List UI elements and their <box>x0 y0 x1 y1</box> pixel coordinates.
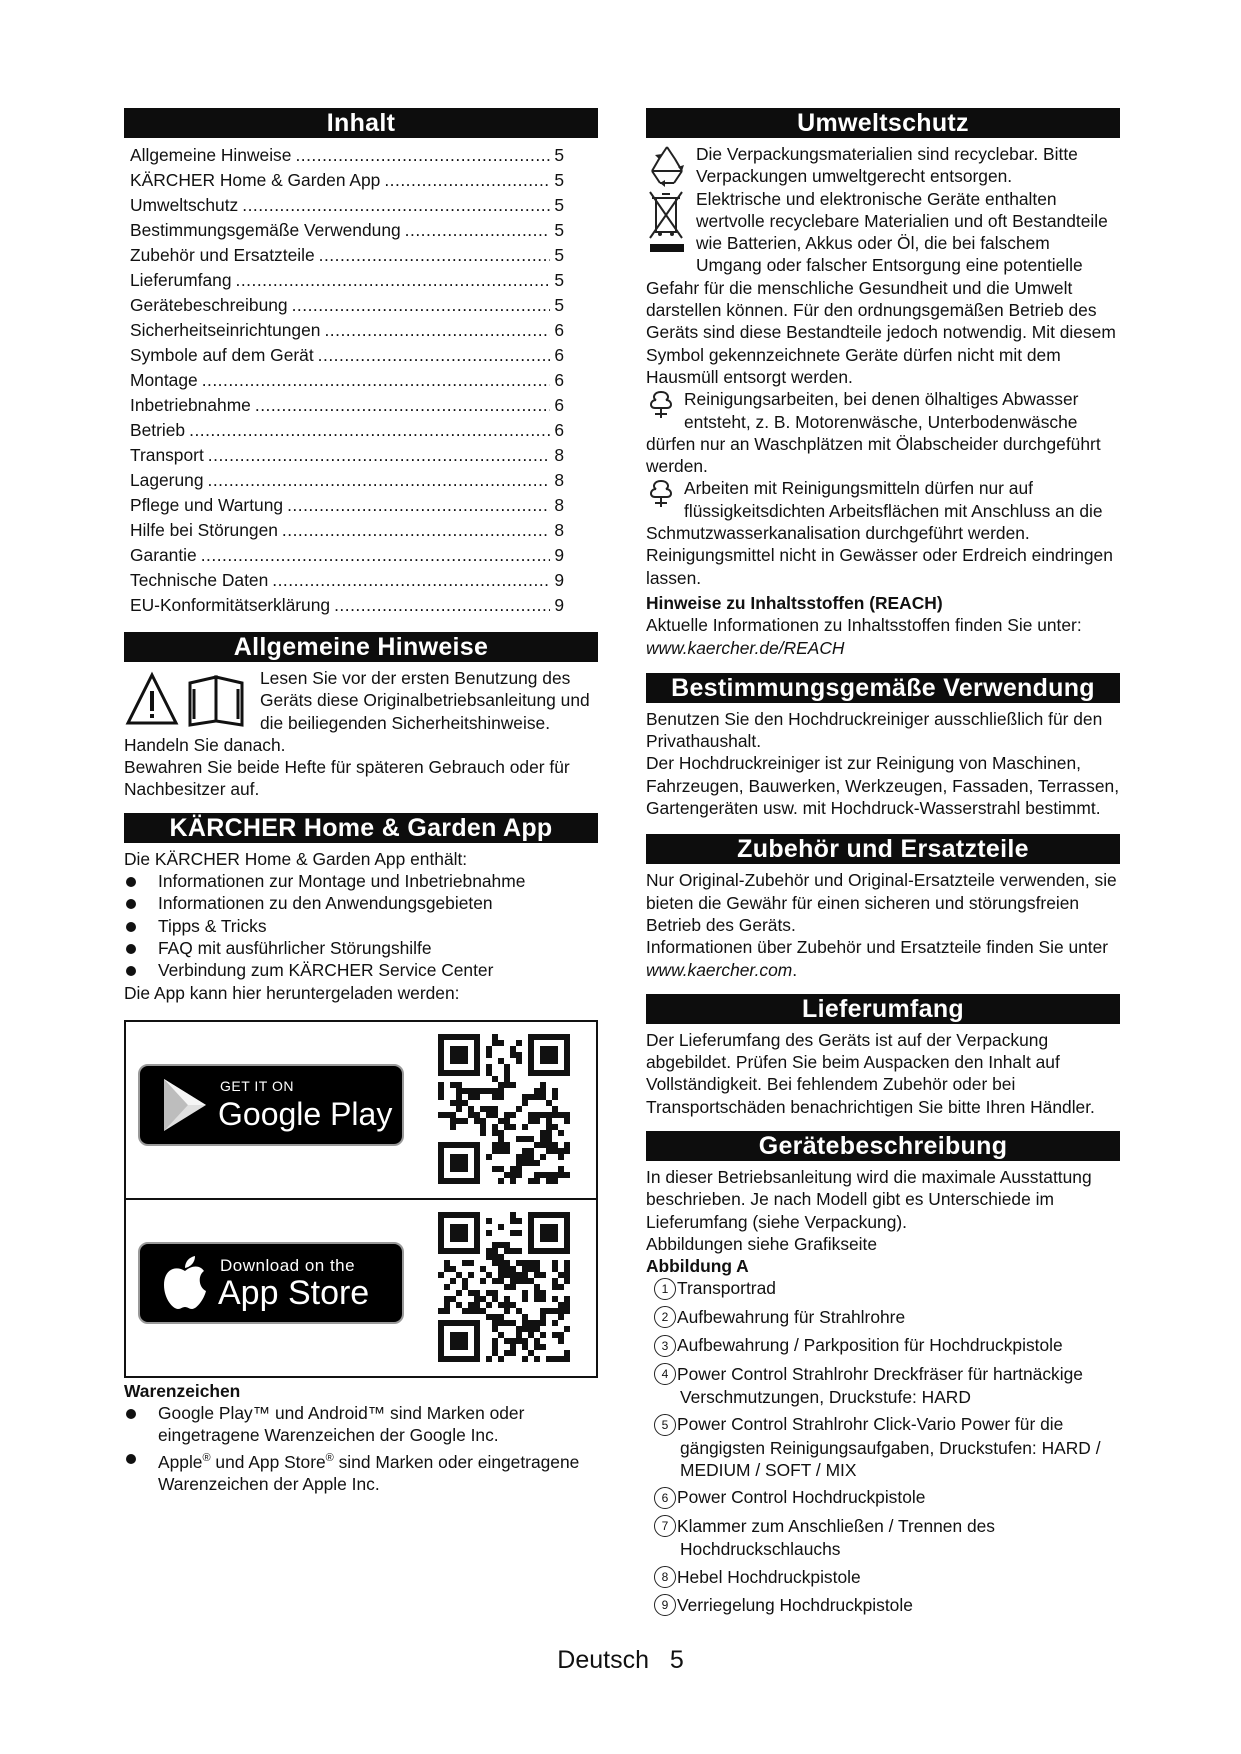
toc-entry[interactable] <box>124 443 598 468</box>
toc-entry-page: 8 <box>554 470 564 490</box>
toc-entry[interactable] <box>124 193 598 218</box>
reach-title: Hinweise zu Inhaltsstoffen (REACH) <box>646 592 943 613</box>
toc-entry-page: 5 <box>554 220 564 240</box>
table-of-contents <box>124 143 598 618</box>
toc-leader-dots <box>282 518 550 543</box>
toc-entry-label: KÄRCHER Home & Garden App <box>130 170 381 190</box>
toc-entry[interactable] <box>124 168 598 193</box>
toc-entry-page: 5 <box>554 270 564 290</box>
toc-leader-dots <box>287 493 550 518</box>
toc-leader-dots <box>201 543 551 568</box>
toc-entry-page: 5 <box>554 295 564 315</box>
toc-leader-dots <box>202 368 551 393</box>
app-store-badge[interactable] <box>138 1242 404 1324</box>
list-item: Verbindung zum KÄRCHER Service Center <box>124 959 598 981</box>
toc-entry[interactable] <box>124 143 598 168</box>
google-play-big-text: Google Play <box>218 1095 393 1132</box>
toc-entry-page: 5 <box>554 195 564 215</box>
toc-entry-label: Garantie <box>130 545 197 565</box>
zubehoer-paragraph-2: Informationen über Zubehör und Ersatzteile finden Sie unter www.kaercher.com. <box>646 937 1109 980</box>
toc-entry-page: 6 <box>554 345 564 365</box>
toc-entry-label: Zubehör und Ersatzteile <box>130 245 315 265</box>
toc-leader-dots <box>292 293 551 318</box>
toc-entry-label: Betrieb <box>130 420 186 440</box>
bestimmung-paragraph-1: Benutzen Sie den Hochdruckreiniger ausschließlich für den Privathaushalt. <box>646 708 1103 752</box>
toc-entry-page: 5 <box>554 245 564 265</box>
toc-entry[interactable] <box>124 243 598 268</box>
toc-leader-dots <box>295 143 550 168</box>
toc-entry-label: Bestimmungsgemäße Verwendung <box>130 220 401 240</box>
toc-leader-dots <box>208 468 551 493</box>
part-item <box>646 1515 1120 1561</box>
toc-entry-label: Gerätebeschreibung <box>130 295 288 315</box>
app-store-cell <box>126 1198 596 1376</box>
toc-entry-label: Pflege und Wartung <box>130 495 284 515</box>
toc-entry-page: 9 <box>554 545 564 565</box>
part-text: Power Control Strahlrohr Dreckfräser für hartnäckige Verschmutzungen, Druckstufe: HARD <box>677 1363 1083 1408</box>
toc-leader-dots <box>319 243 551 268</box>
toc-entry-label: Lieferumfang <box>130 270 232 290</box>
toc-leader-dots <box>405 218 551 243</box>
toc-entry[interactable] <box>124 318 598 343</box>
app-download-box <box>124 1020 598 1378</box>
qr-code-google-play <box>438 1034 574 1184</box>
part-text: Aufbewahrung / Parkposition für Hochdruckpistole <box>677 1335 1063 1356</box>
section-heading-geraetebeschreibung: Gerätebeschreibung <box>646 1131 1120 1161</box>
toc-entry[interactable] <box>124 568 598 593</box>
part-number-badge: 9 <box>654 1594 676 1616</box>
part-item <box>646 1277 1120 1300</box>
toc-leader-dots <box>384 168 550 193</box>
list-item: Informationen zu den Anwendungsgebieten <box>124 892 598 914</box>
footer-language: Deutsch <box>557 1646 649 1674</box>
toc-entry[interactable] <box>124 343 598 368</box>
part-item <box>646 1363 1120 1409</box>
part-text: Verriegelung Hochdruckpistole <box>677 1594 913 1615</box>
geraet-paragraph-1: In dieser Betriebsanleitung wird die maximale Ausstattung beschrieben. Je nach Modell gibt es Unterschiede im Lieferumfang (siehe Verpackung). <box>646 1166 1092 1232</box>
bestimmung-paragraph-2: Der Hochdruckreiniger ist zur Reinigung von Maschinen, Fahrzeugen, Bauwerken, Werkzeugen, Fassaden, Terrassen, Gartengeräten usw. mit Hochdruck-Wasserstrahl bestimmt. <box>646 753 1120 819</box>
parts-list <box>646 1277 1120 1617</box>
section-heading-app: KÄRCHER Home & Garden App <box>124 813 598 843</box>
app-outro: Die App kann hier heruntergeladen werden: <box>124 982 460 1003</box>
part-number-badge: 4 <box>654 1363 676 1385</box>
lieferumfang-paragraph: Der Lieferumfang des Geräts ist auf der Verpackung abgebildet. Prüfen Sie beim Auspacken den Inhalt auf Vollständigkeit. Bei fehlendem Zubehör oder bei Transportschäden benachrichtigen Sie bitte Ihren Händler. <box>646 1029 1095 1117</box>
toc-entry[interactable] <box>124 593 598 618</box>
right-column <box>646 108 1120 1622</box>
part-number-badge: 7 <box>654 1515 676 1537</box>
toc-leader-dots <box>318 343 551 368</box>
list-item: Informationen zur Montage und Inbetriebnahme <box>124 870 598 892</box>
part-text: Transportrad <box>677 1278 776 1299</box>
toc-entry-page: 6 <box>554 320 564 340</box>
toc-entry-page: 5 <box>554 170 564 190</box>
umwelt-paragraph-4: Arbeiten mit Reinigungsmitteln dürfen nur auf flüssigkeitsdichten Arbeitsflächen mit Anschluss an die Schmutzwasserkanalisation durchgeführt werden. Reinigungsmittel nicht in Gewässer oder Erdreich eindringen lassen. <box>646 478 1113 588</box>
toc-leader-dots <box>255 393 550 418</box>
qr-code-app-store <box>438 1212 574 1362</box>
apple-icon <box>160 1255 210 1311</box>
toc-entry-label: Inbetriebnahme <box>130 395 251 415</box>
toc-leader-dots <box>242 193 550 218</box>
umwelt-paragraph-2: Elektrische und elektronische Geräte enthalten wertvolle recyclebare Materialien und oft Bestandteile wie Batterien, Akkus oder Öl, die bei falschem Umgang oder falscher Entsorgung eine potentielle Gefahr für die menschliche Gesundheit und die Umwelt darstellen können. Für den ordnungsgemäßen Betrieb des Geräts sind diese Bestandteile jedoch notwendig. Mit diesem Symbol gekennzeichnete Geräte dürfen nicht mit dem Hausmüll entsorgt werden. <box>646 188 1116 387</box>
toc-entry-page: 8 <box>554 520 564 540</box>
toc-leader-dots <box>236 268 551 293</box>
app-store-small-text: Download on the <box>220 1255 356 1275</box>
section-heading-lieferumfang: Lieferumfang <box>646 994 1120 1024</box>
part-text: Hebel Hochdruckpistole <box>677 1566 861 1587</box>
toc-entry[interactable] <box>124 393 598 418</box>
app-intro: Die KÄRCHER Home & Garden App enthält: <box>124 848 468 869</box>
part-text: Klammer zum Anschließen / Trennen des Hochdruckschlauchs <box>677 1515 996 1560</box>
part-item <box>646 1566 1120 1589</box>
toc-leader-dots <box>189 418 550 443</box>
toc-entry-page: 6 <box>554 370 564 390</box>
toc-entry-label: Transport <box>130 445 204 465</box>
toc-leader-dots <box>334 593 550 618</box>
toc-entry-page: 6 <box>554 420 564 440</box>
google-play-badge[interactable] <box>138 1064 404 1146</box>
toc-entry[interactable] <box>124 468 598 493</box>
allgemein-paragraph-2: Bewahren Sie beide Hefte für späteren Gebrauch oder für Nachbesitzer auf. <box>124 757 570 800</box>
geraet-paragraph-2: Abbildungen siehe Grafikseite <box>646 1233 878 1254</box>
reach-text: Aktuelle Informationen zu Inhaltsstoffen finden Sie unter: www.kaercher.de/REACH <box>646 615 1082 658</box>
toc-leader-dots <box>324 318 550 343</box>
zubehoer-paragraph-1: Nur Original-Zubehör und Original-Ersatzteile verwenden, sie bieten die Gewähr für einen sicheren und störungsfreien Betrieb des Geräts. <box>646 870 1117 935</box>
reach-link[interactable]: www.kaercher.de/REACH <box>646 637 845 658</box>
toc-leader-dots <box>208 443 551 468</box>
toc-entry-label: Montage <box>130 370 198 390</box>
toc-entry-label: Hilfe bei Störungen <box>130 520 278 540</box>
section-heading-bestimmung: Bestimmungsgemäße Verwendung <box>646 673 1120 703</box>
part-number-badge: 1 <box>654 1278 676 1300</box>
part-text: Aufbewahrung für Strahlrohre <box>677 1306 906 1327</box>
toc-leader-dots <box>272 568 550 593</box>
toc-entry-label: Umweltschutz <box>130 195 239 215</box>
toc-entry[interactable] <box>124 543 598 568</box>
oil-water-icon <box>646 388 676 420</box>
toc-entry-label: EU-Konformitätserklärung <box>130 595 331 615</box>
toc-entry[interactable] <box>124 293 598 318</box>
google-play-small-text: GET IT ON <box>220 1077 294 1094</box>
toc-entry-page: 8 <box>554 445 564 465</box>
google-play-icon <box>156 1075 216 1135</box>
list-item: Tipps & Tricks <box>124 915 598 937</box>
umwelt-paragraph-1: Die Verpackungsmaterialien sind recyclebar. Bitte Verpackungen umweltgerecht entsorgen. <box>696 144 1078 187</box>
toc-entry[interactable] <box>124 418 598 443</box>
section-heading-inhalt: Inhalt <box>124 108 598 138</box>
recycling-icon <box>646 143 688 187</box>
list-item: Apple® und App Store® sind Marken oder eingetragene Warenzeichen der Apple Inc. <box>124 1447 598 1495</box>
left-column <box>124 108 598 1495</box>
toc-entry-label: Symbole auf dem Gerät <box>130 345 314 365</box>
app-store-big-text: App Store <box>218 1273 370 1312</box>
toc-entry-label: Lagerung <box>130 470 204 490</box>
list-item: FAQ mit ausführlicher Störungshilfe <box>124 937 598 959</box>
part-number-badge: 5 <box>654 1414 676 1436</box>
part-item <box>646 1594 1120 1617</box>
toc-entry[interactable] <box>124 218 598 243</box>
section-heading-zubehoer: Zubehör und Ersatzteile <box>646 834 1120 864</box>
warenzeichen-title: Warenzeichen <box>124 1380 241 1401</box>
part-text: Power Control Strahlrohr Click-Vario Power für die gängigsten Reinigungsaufgaben, Druckstufen: HARD / MEDIUM / SOFT / MIX <box>677 1414 1101 1481</box>
part-number-badge: 6 <box>654 1487 676 1509</box>
part-item <box>646 1334 1120 1357</box>
part-text: Power Control Hochdruckpistole <box>677 1487 926 1508</box>
part-item <box>646 1413 1120 1481</box>
part-item <box>646 1306 1120 1329</box>
app-feature-list <box>124 870 598 981</box>
part-number-badge: 8 <box>654 1566 676 1588</box>
allgemein-paragraph-1: Lesen Sie vor der ersten Benutzung des Geräts diese Originalbetriebsanleitung und die beiliegenden Sicherheitshinweise. Handeln Sie danach. <box>124 668 590 755</box>
google-play-cell <box>126 1022 596 1198</box>
toc-entry[interactable] <box>124 368 598 393</box>
toc-entry-page: 6 <box>554 395 564 415</box>
toc-entry-page: 9 <box>554 570 564 590</box>
part-number-badge: 3 <box>654 1335 676 1357</box>
cleaning-agent-icon <box>646 477 676 509</box>
part-item <box>646 1486 1120 1509</box>
warning-and-manual-icon <box>124 667 252 731</box>
umwelt-paragraph-3: Reinigungsarbeiten, bei denen ölhaltiges Abwasser entsteht, z. B. Motorenwäsche, Unterbodenwäsche dürfen nur an Waschplätzen mit Ölabscheider durchgeführt werden. <box>646 389 1101 477</box>
crossed-out-bin-icon <box>646 188 688 258</box>
figure-label: Abbildung A <box>646 1256 749 1277</box>
section-heading-allgemeine-hinweise: Allgemeine Hinweise <box>124 632 598 662</box>
part-number-badge: 2 <box>654 1306 676 1328</box>
toc-entry-page: 9 <box>554 595 564 615</box>
toc-entry-label: Allgemeine Hinweise <box>130 145 292 165</box>
warenzeichen-list <box>124 1402 598 1495</box>
toc-entry-page: 5 <box>554 145 564 165</box>
toc-entry-page: 8 <box>554 495 564 515</box>
page-number: 5 <box>669 1646 684 1674</box>
toc-entry-label: Technische Daten <box>130 570 269 590</box>
list-item: Google Play™ und Android™ sind Marken oder eingetragene Warenzeichen der Google Inc. <box>124 1402 598 1447</box>
toc-entry[interactable] <box>124 518 598 543</box>
page-footer <box>0 1646 1241 1675</box>
section-heading-umweltschutz: Umweltschutz <box>646 108 1120 138</box>
toc-entry-label: Sicherheitseinrichtungen <box>130 320 321 340</box>
toc-entry[interactable] <box>124 493 598 518</box>
kaercher-link[interactable]: www.kaercher.com <box>646 959 793 980</box>
toc-entry[interactable] <box>124 268 598 293</box>
